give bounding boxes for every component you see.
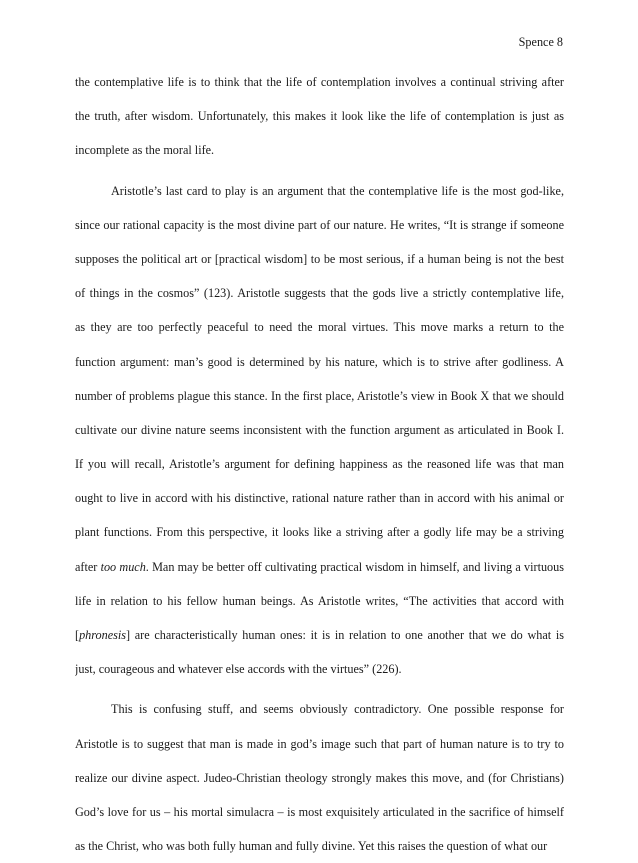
text-segment: Aristotle is to suggest that man is made in god’s image such that part of human nature is to try to xyxy=(75,736,564,751)
text-line xyxy=(75,550,564,584)
text-line xyxy=(75,481,564,515)
text-line xyxy=(75,795,564,829)
text-line xyxy=(75,761,564,795)
text-segment: function argument: man’s good is determined by his nature, which is to strive after godliness. A xyxy=(75,354,564,369)
text-line xyxy=(75,310,564,344)
text-segment: the contemplative life is to think that the life of contemplation involves a continual striving after xyxy=(75,75,564,89)
text-segment: since our rational capacity is the most divine part of our nature. He writes, “It is strange if someone xyxy=(75,217,564,232)
text-line xyxy=(75,99,564,133)
text-line xyxy=(75,242,564,276)
text-line xyxy=(75,133,564,167)
text-line xyxy=(75,208,564,242)
text-line xyxy=(75,727,564,761)
text-segment: the truth, after wisdom. Unfortunately, this makes it look like the life of contemplation is just as xyxy=(75,109,564,124)
text-segment: ] are characteristically human ones: it is in relation to one another that we do what is xyxy=(126,628,564,642)
text-line xyxy=(75,515,564,549)
text-segment: cultivate our divine nature seems inconsistent with the function argument as articulated in Book I. xyxy=(75,422,564,437)
text-segment: of things in the cosmos” (123). Aristotle suggests that the gods live a strictly contemplative life, xyxy=(75,286,564,301)
text-line xyxy=(75,345,564,379)
paragraph xyxy=(75,65,564,168)
text-line xyxy=(75,413,564,447)
text-segment: God’s love for us – his mortal simulacra – is most exquisitely articulated in the sacrifice of himself xyxy=(75,804,564,819)
text-segment: plant functions. From this perspective, it looks like a striving after a godly life may be a striving xyxy=(75,525,564,540)
text-segment: just, courageous and whatever else accords with the virtues” (226). xyxy=(75,662,402,677)
text-segment: This is confusing stuff, and seems obviously contradictory. One possible response for xyxy=(111,702,564,717)
italic-text: phronesis xyxy=(79,628,127,642)
text-line xyxy=(75,584,564,618)
text-segment: as they are too perfectly peaceful to need the moral virtues. This move marks a return to the xyxy=(75,320,564,335)
text-segment: [ xyxy=(75,628,80,642)
text-line xyxy=(75,174,564,208)
text-line xyxy=(75,829,564,863)
text-line xyxy=(75,65,564,99)
text-segment: . Man may be better off cultivating practical wisdom in himself, and living a virtuous xyxy=(145,559,564,574)
text-segment: Aristotle’s last card to play is an argument that the contemplative life is the most god-like, xyxy=(111,183,564,198)
text-segment: realize our divine aspect. Judeo-Christian theology strongly makes this move, and (for Christians) xyxy=(75,770,564,785)
text-segment: ought to live in accord with his distinctive, rational nature rather than in accord with his animal or xyxy=(75,491,564,506)
text-segment: supposes the political art or [practical wisdom] to be most serious, if a human being is not the best xyxy=(75,251,564,266)
text-line xyxy=(75,447,564,481)
text-segment: number of problems plague this stance. In the first place, Aristotle’s view in Book X that we should xyxy=(75,388,564,403)
text-line xyxy=(75,276,564,310)
text-line xyxy=(75,692,564,726)
paragraph xyxy=(75,174,564,687)
text-segment: as the Christ, who was both fully human and fully divine. Yet this raises the question of what our xyxy=(75,839,548,854)
italic-text: too much xyxy=(100,559,146,574)
text-segment: If you will recall, Aristotle’s argument for defining happiness as the reasoned life was that man xyxy=(75,457,564,472)
text-segment: incomplete as the moral life. xyxy=(75,143,215,158)
text-line xyxy=(75,379,564,413)
paragraph xyxy=(75,692,564,863)
text-line xyxy=(75,618,564,652)
text-line xyxy=(75,652,564,686)
text-segment: life in relation to his fellow human beings. As Aristotle writes, “The activities that accord with xyxy=(75,593,564,608)
body-text xyxy=(75,65,564,863)
text-segment: after xyxy=(75,559,101,574)
running-head: Spence 8 xyxy=(518,35,563,49)
